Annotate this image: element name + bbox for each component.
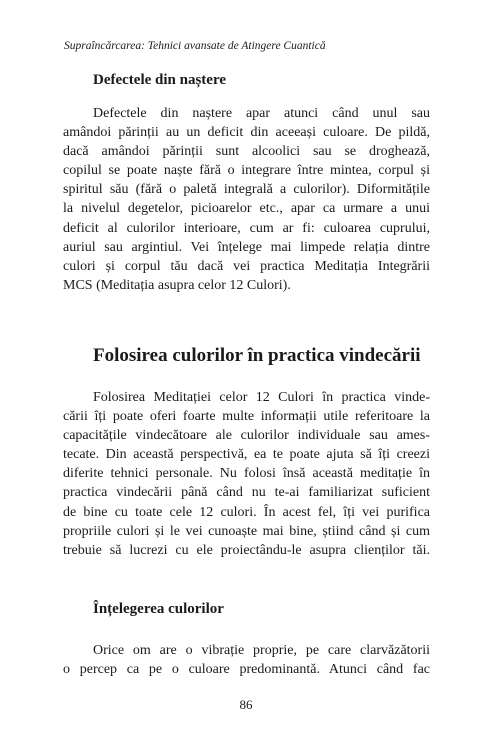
- text-line: practica vindecării până când nu te-ai familiarizat suficient: [63, 485, 430, 501]
- section-heading-understanding-colors: Înțelegerea culorilor: [93, 601, 224, 617]
- text-line: MCS (Meditația asupra celor 12 Culori).: [63, 277, 291, 293]
- text-line: Folosirea Meditației celor 12 Culori în practica vinde-: [93, 390, 430, 405]
- text-line: dacă amândoi părinții sunt alcoolici sau se droghează,: [63, 144, 430, 160]
- text-line: Orice om are o vibrație proprie, pe care clarvăzătorii: [93, 643, 430, 658]
- text-line: de bine cu toate cele 12 culori. În acest fel, îți vei purifica: [63, 504, 430, 520]
- text-line: deficit al culorilor interioare, cum ar fi: culoarea cuprului,: [63, 220, 430, 236]
- text-line: amândoi părinții au un deficit din aceeași culoare. De pildă,: [63, 125, 430, 141]
- text-line: culori și corpul tău dacă vei practica Meditația Integrării: [63, 258, 430, 274]
- text-line: auriul sau argintiul. Vei înțelege mai limpede relația dintre: [63, 239, 430, 255]
- text-line: trebuie să lucrezi cu ele proiectându-le asupra clienților tăi.: [63, 542, 430, 558]
- text-line: cării îți poate oferi foarte multe informații utile referitoare la: [63, 409, 430, 425]
- paragraph-birth-defects: [63, 104, 430, 295]
- paragraph-understanding-colors: [63, 641, 430, 679]
- text-line: spiritul său (fără o paletă integrală a culorilor). Diformitățile: [63, 182, 430, 198]
- text-line: diferite tehnici personale. Nu folosi însă această meditație în: [63, 466, 430, 482]
- page-number: 86: [239, 697, 253, 712]
- section-heading-healing-practice: Folosirea culorilor în practica vindecării: [93, 345, 421, 366]
- text-line: tecate. Din această perspectivă, ea te poate ajuta să îți creezi: [63, 447, 430, 463]
- running-header: Supraîncărcarea: Tehnici avansate de Atingere Cuantică: [64, 40, 326, 52]
- text-line: capacitățile vindecătoare ale culorilor individuale sau ames-: [63, 428, 430, 444]
- text-line: Defectele din naștere apar atunci când unul sau: [93, 106, 430, 121]
- section-heading-birth-defects: Defectele din naștere: [93, 72, 227, 88]
- text-line: la nivelul degetelor, picioarelor etc., apar ca urmare a unui: [63, 201, 430, 217]
- text-line: propriile culori și le vei cunoaște mai bine, știind când și cum: [63, 523, 430, 539]
- text-line: copilul se poate naște fără o integrare între mintea, corpul și: [63, 163, 430, 179]
- paragraph-healing-practice: [63, 388, 430, 560]
- text-line: o percep ca pe o culoare predominantă. Atunci când fac: [63, 662, 430, 678]
